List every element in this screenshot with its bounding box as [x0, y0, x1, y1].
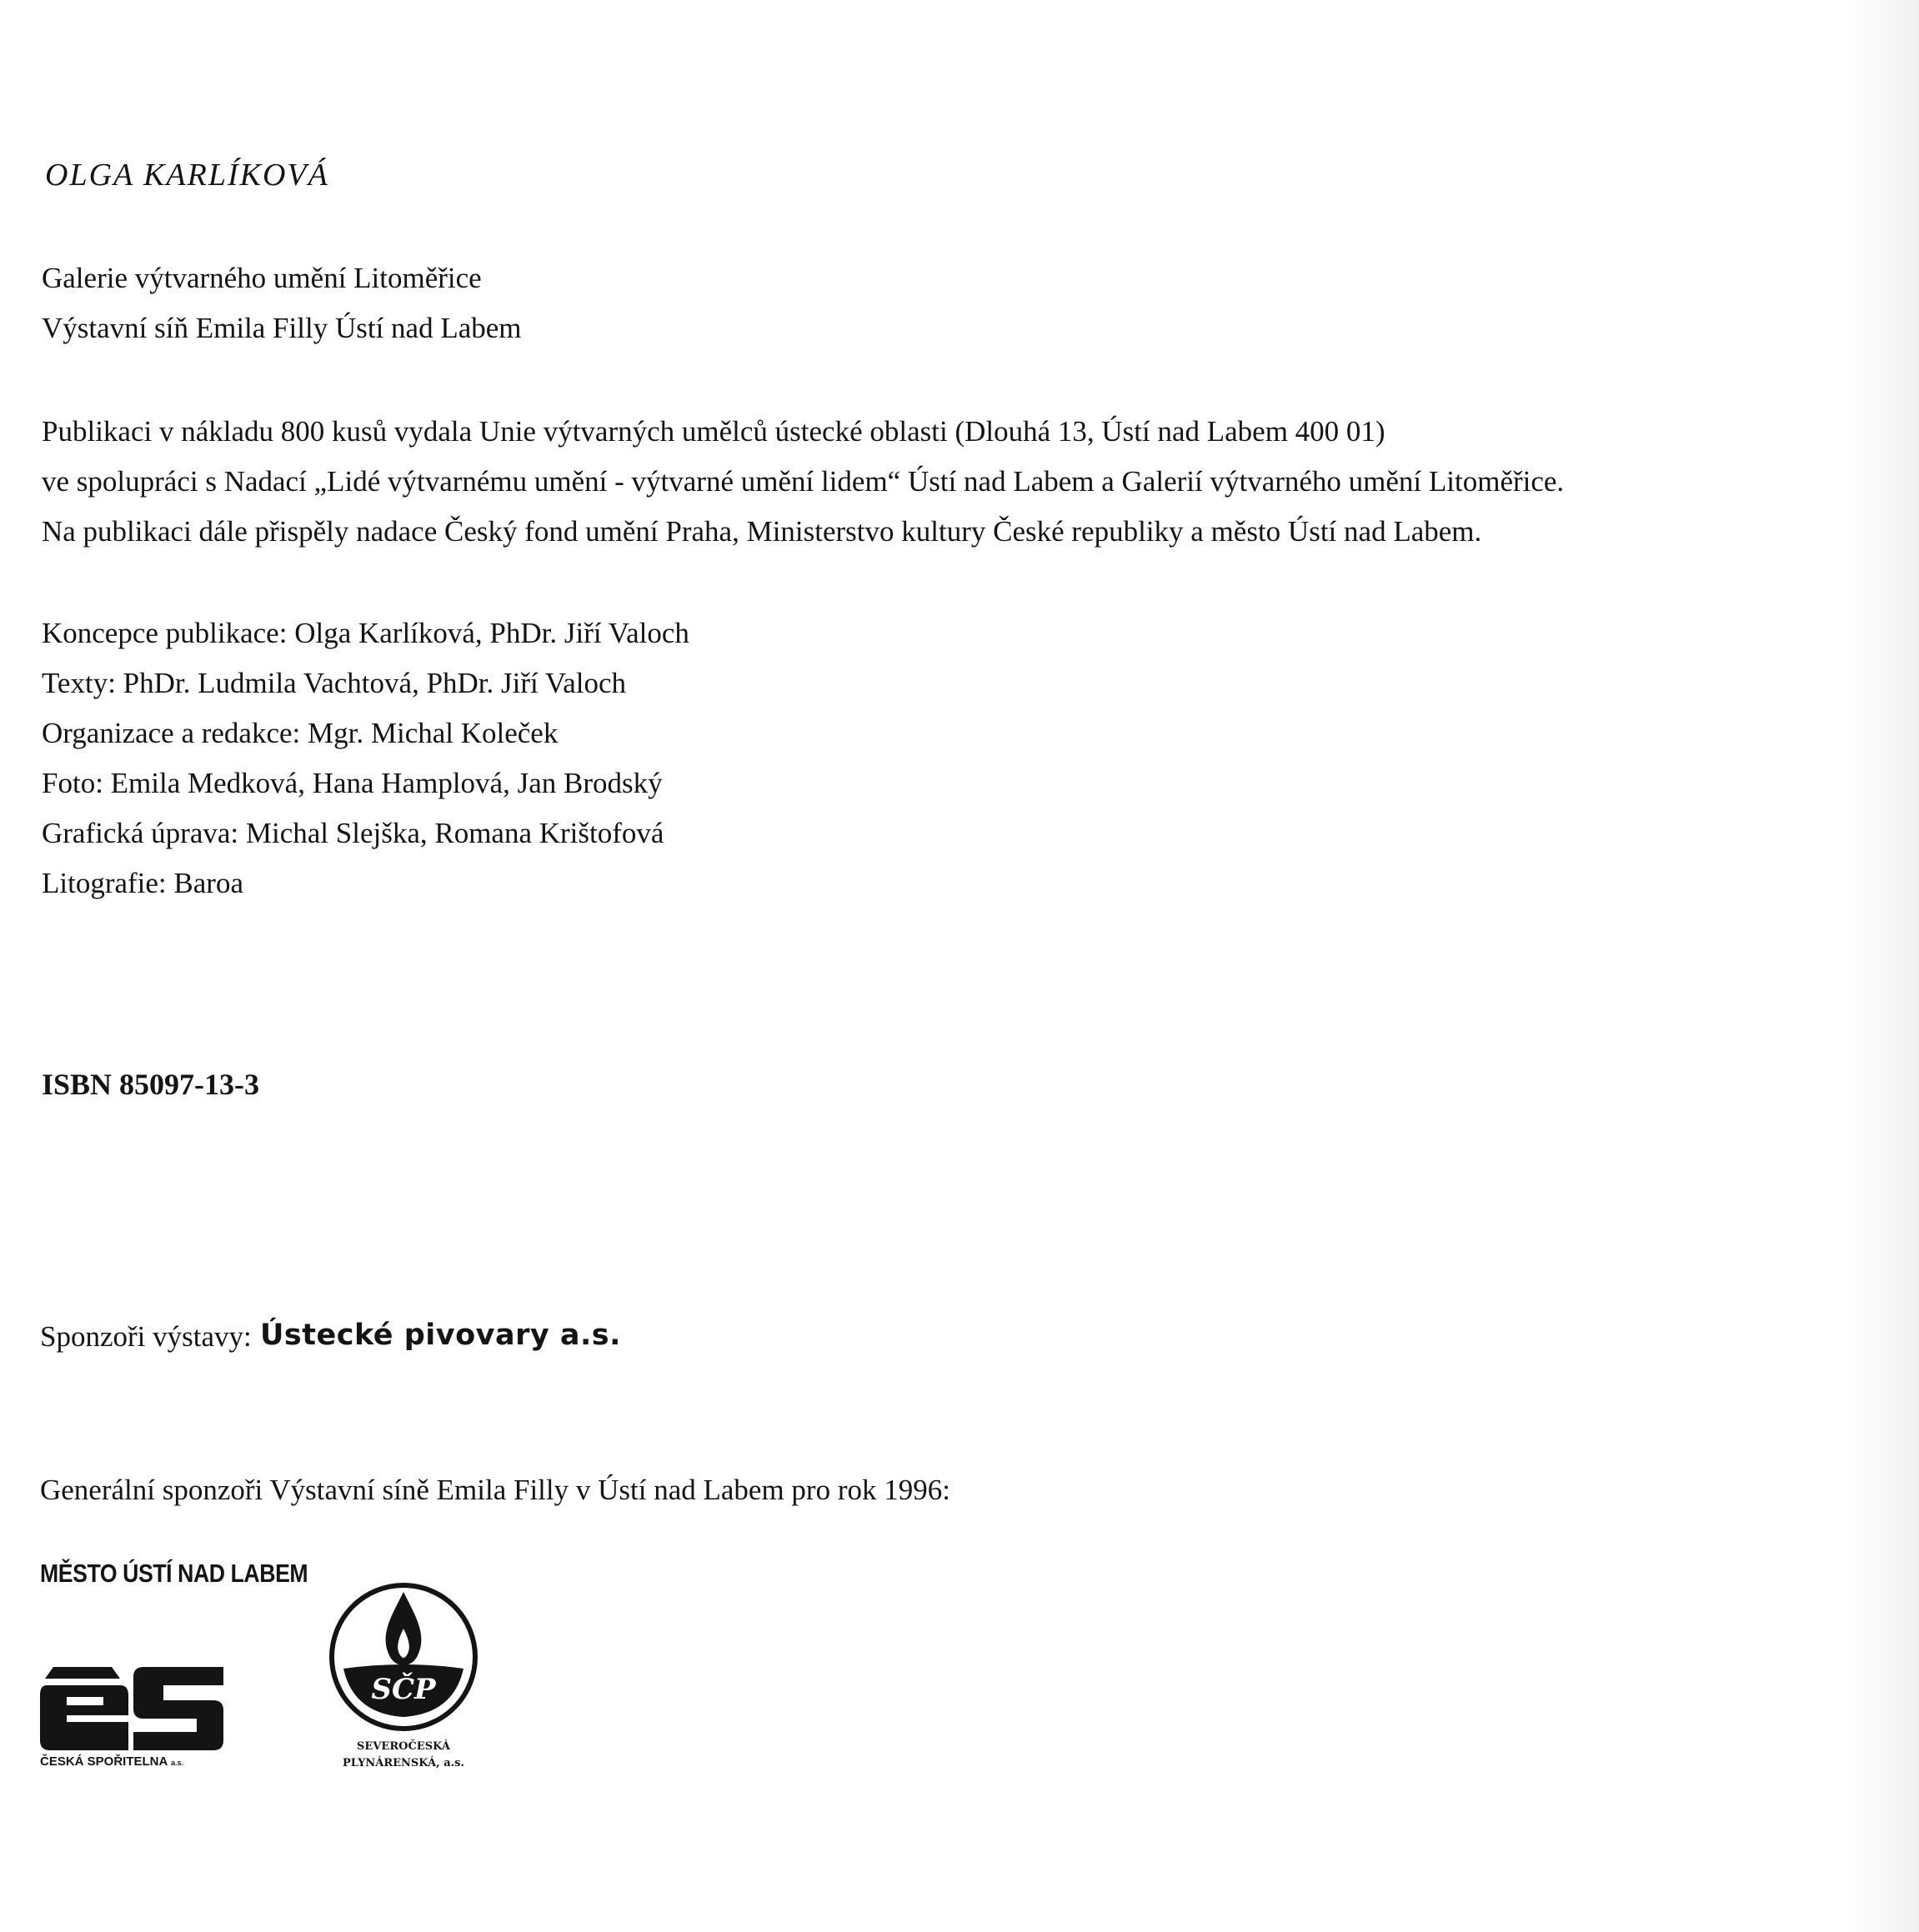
sponsor-label: Sponzoři výstavy: [40, 1320, 252, 1353]
credit-line: Texty: PhDr. Ludmila Vachtová, PhDr. Jiří Valoch [42, 667, 627, 699]
credit-line: Foto: Emila Medková, Hana Hamplová, Jan Brodský [42, 767, 663, 799]
credit-line: Koncepce publikace: Olga Karlíková, PhDr. Jiří Valoch [42, 617, 689, 649]
isbn: ISBN 85097-13-3 [42, 1068, 260, 1101]
gas-flame-icon [328, 1582, 478, 1732]
cs-caption-suffix: a.s. [170, 1759, 183, 1767]
ceska-sporitelna-caption [40, 1754, 183, 1769]
cs-logo-icon [38, 1667, 223, 1754]
publication-line: Publikaci v nákladu 800 kusů vydala Unie výtvarných umělců ústecké oblasti (Dlouhá 13, Ústí nad Labem 400 01) [42, 415, 1385, 448]
credit-line: Litografie: Baroa [42, 867, 243, 899]
page-title: OLGA KARLÍKOVÁ [45, 158, 329, 193]
credit-line: Organizace a redakce: Mgr. Michal Koleček [42, 717, 559, 749]
severoceska-plynarenska-logo [328, 1582, 478, 1736]
ceska-sporitelna-logo [38, 1667, 223, 1758]
publication-line: ve spolupráci s Nadací „Lidé výtvarnému umění - výtvarné umění lidem“ Ústí nad Labem a Galerií výtvarného umění Litoměřice. [42, 465, 1565, 498]
page-edge-shadow [1842, 0, 1919, 1932]
scp-caption-line-1: SEVEROČESKÁ [357, 1740, 450, 1753]
general-sponsors-heading: Generální sponzoři Výstavní síně Emila Filly v Ústí nad Labem pro rok 1996: [40, 1474, 950, 1506]
institution-line: Galerie výtvarného umění Litoměřice [42, 262, 482, 294]
cs-caption-text: ČESKÁ SPOŘITELNA [40, 1754, 168, 1769]
mesto-usti-logo-text: MĚSTO ÚSTÍ NAD LABEM [40, 1559, 308, 1588]
credit-line: Grafická úprava: Michal Slejška, Romana Krištofová [42, 817, 664, 849]
publication-line: Na publikaci dále přispěly nadace Český fond umění Praha, Ministerstvo kultury České republiky a město Ústí nad Labem. [42, 515, 1482, 548]
sponsor-name: Ústecké pivovary a.s. [260, 1319, 621, 1352]
severoceska-plynarenska-caption [329, 1739, 478, 1772]
scp-caption-line-2: PLYNÁRENSKÁ, a.s. [342, 1757, 465, 1769]
scp-mark-text: SČP [371, 1673, 436, 1706]
institution-line: Výstavní síň Emila Filly Ústí nad Labem [42, 312, 522, 344]
